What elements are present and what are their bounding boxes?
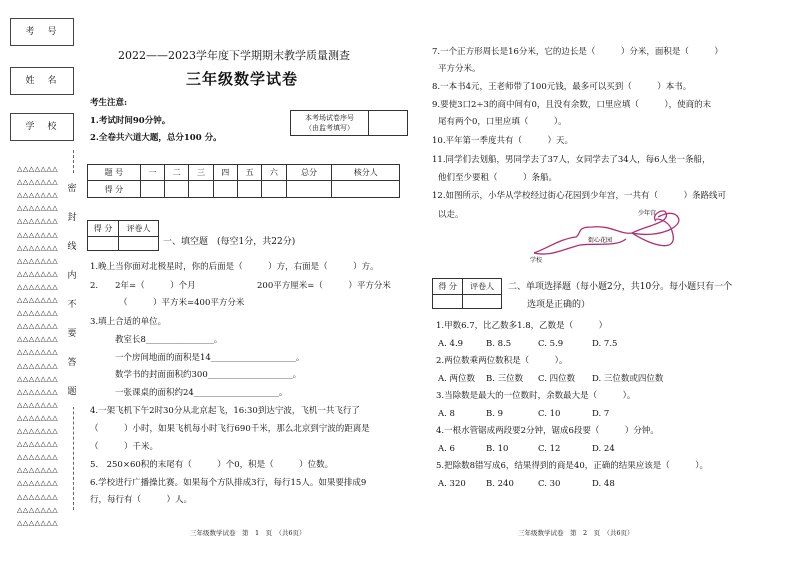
score-cell[interactable]: [262, 181, 286, 198]
triangle-row: △△△△△△△: [17, 243, 59, 252]
triangle-row: △△△△△△△: [17, 204, 59, 213]
mc-option[interactable]: C. 四位数: [538, 374, 576, 384]
binding-sidebar: [0, 0, 88, 561]
q6b-text: 行，每行有（ ）人。: [90, 495, 193, 505]
seal-char: 线: [66, 233, 78, 262]
seal-char: 封: [66, 204, 78, 233]
score-cell[interactable]: [189, 181, 213, 198]
q3-item-3: 数学书的封面面积约300____________________。: [115, 370, 302, 380]
triangle-row: △△△△△△△: [17, 269, 59, 278]
q7b-text: 平方分米。: [438, 64, 481, 74]
score-row-label: 得 分: [88, 181, 141, 198]
score-header-cell: 二: [165, 165, 189, 181]
q2b-text: 200平方厘米=（ ）平方分米: [257, 281, 391, 291]
score-header-cell: 三: [189, 165, 213, 181]
school-label: 学 校: [25, 122, 59, 132]
triangle-row: △△△△△△△: [17, 479, 59, 488]
q3-item-2: 一个房间地面的面积是14____________________。: [115, 353, 305, 363]
exam-number-label: 考 号: [25, 27, 59, 37]
exam-title: 2022——2023学年度下学期期末教学质量测查: [118, 49, 350, 62]
q7a-text: 7.一个正方形周长是16分米，它的边长是（ ）分米，面积是（ ）: [432, 47, 723, 57]
score-header-cell: 一: [140, 165, 164, 181]
score-cell[interactable]: [165, 181, 189, 198]
triangle-row: △△△△△△△: [17, 335, 59, 344]
q4c-text: （ ）千米。: [90, 442, 159, 452]
seal-char: 要: [66, 320, 78, 349]
mc-question: 2.两位数乘两位数积是（ ）。: [436, 356, 568, 366]
q9b-text: 尾有两个0，口里应填（ ）。: [438, 117, 567, 127]
route-map: [520, 205, 700, 267]
grader-box-2: [432, 278, 502, 309]
triangle-row: △△△△△△△: [17, 165, 59, 173]
mc-question: 3.当除数是最大的一位数时，余数最大是（ ）。: [436, 391, 636, 401]
triangle-row: △△△△△△△: [17, 453, 59, 462]
mc-question: 1.甲数6.7，比乙数多1.8，乙数是（ ）: [436, 321, 608, 331]
grader-score-label: 得 分: [88, 221, 119, 237]
triangle-row: △△△△△△△: [17, 505, 59, 514]
route-line-1: [534, 227, 632, 253]
mc-option[interactable]: A. 6: [438, 444, 455, 454]
map-label-school: 学校: [530, 257, 543, 264]
mc-option[interactable]: C. 30: [538, 479, 561, 489]
triangle-row: △△△△△△△: [17, 217, 59, 226]
q8-text: 8.一本书4元，王老师带了100元钱，最多可以买到（ ）本书。: [432, 82, 692, 92]
seal-char: 内: [66, 262, 78, 291]
grader-box-1: [87, 220, 159, 251]
footer-right: 三年级数学试卷 第 2 页 （共6页）: [518, 529, 634, 537]
triangle-row: △△△△△△△: [17, 309, 59, 318]
school-field[interactable]: [10, 113, 74, 141]
mc-option[interactable]: B. 10: [486, 444, 509, 454]
notice-heading: 考生注意:: [90, 98, 128, 108]
exam-number-field[interactable]: [10, 18, 74, 46]
grader-label: 评卷人: [119, 221, 159, 237]
seal-char: 密: [66, 175, 78, 204]
triangle-row: △△△△△△△: [17, 282, 59, 291]
q12a-text: 12.如图所示，小华从学校经过街心花园到少年宫，一共有（ ）条路线可: [432, 191, 727, 201]
q2a-text: 2. 2年=（ ）个月: [90, 281, 196, 291]
score-cell[interactable]: [213, 181, 237, 198]
mc-question: 4.一根水管锯成两段要2分钟，锯成6段要（ ）分钟。: [436, 426, 659, 436]
mc-option[interactable]: D. 24: [592, 444, 615, 454]
triangle-row: △△△△△△△: [17, 387, 59, 396]
grader-score-cell[interactable]: [88, 237, 119, 251]
mc-option[interactable]: A. 8: [438, 409, 455, 419]
q4b-text: （ ）小时，如果飞机每小时飞行690千米，那么北京到宁波的距离是: [90, 424, 370, 434]
q11b-text: 他们至少要租（ ）条船。: [438, 173, 558, 183]
seal-char: 答: [66, 349, 78, 378]
mc-option[interactable]: C. 10: [538, 409, 561, 419]
triangle-row: △△△△△△△: [17, 230, 59, 239]
grader-score-cell[interactable]: [433, 295, 463, 309]
score-header-cell: 总分: [286, 165, 332, 181]
triangle-row: △△△△△△△: [17, 296, 59, 304]
q3-item-4: 一张课桌的面积约24____________________。: [115, 388, 288, 398]
triangle-row: △△△△△△△: [17, 413, 59, 422]
triangle-row: △△△△△△△: [17, 256, 59, 265]
seal-char: 不: [66, 291, 78, 320]
triangle-row: △△△△△△△: [17, 361, 59, 370]
grader-name-cell[interactable]: [463, 295, 502, 309]
triangle-row: △△△△△△△: [17, 492, 59, 501]
q2c-text: （ ）平方米=400平方分米: [119, 298, 245, 308]
score-cell[interactable]: [332, 181, 400, 198]
mc-option[interactable]: D. 三位数或四位数: [592, 374, 664, 384]
mc-question: 5.把除数8错写成6，结果得到的商是40，正确的结果应该是（ ）。: [436, 461, 708, 471]
map-label-palace: 少年宫: [638, 210, 657, 217]
seal-char: 题: [66, 378, 78, 407]
score-header-cell: 核分人: [332, 165, 400, 181]
triangle-row: △△△△△△△: [17, 322, 59, 331]
q4a-text: 4.一架飞机下午2时30分从北京起飞，16:30到达宁波，飞机一共飞行了: [90, 406, 360, 416]
score-header-cell: 六: [262, 165, 286, 181]
name-label: 姓 名: [25, 76, 59, 86]
mc-option[interactable]: C. 12: [538, 444, 561, 454]
footer-left: 三年级数学试卷 第 1 页 （共6页）: [190, 529, 306, 537]
grader-name-cell[interactable]: [119, 237, 159, 251]
mc-option[interactable]: A. 两位数: [438, 374, 476, 384]
serial-box-label: 本考场试卷序号 （由监考填写）: [291, 111, 369, 135]
triangle-row: △△△△△△△: [17, 518, 59, 527]
score-header-cell: 五: [237, 165, 261, 181]
grader-label: 评卷人: [463, 279, 502, 295]
score-table: [87, 164, 400, 198]
mc-option[interactable]: B. 240: [486, 479, 514, 489]
mc-option[interactable]: D. 48: [592, 479, 615, 489]
mc-option[interactable]: D. 7.5: [592, 339, 618, 349]
mc-option[interactable]: C. 5.9: [538, 339, 564, 349]
seal-line-text: [66, 175, 78, 407]
q9a-text: 9.要使3口2÷3的商中间有0，且没有余数，口里应填（ ），使商的末: [432, 100, 712, 110]
triangle-row: △△△△△△△: [17, 427, 59, 435]
score-cell[interactable]: [286, 181, 332, 198]
section1-title: 一、填空题 (每空1分，共22分): [163, 237, 296, 247]
mc-option[interactable]: D. 7: [592, 409, 610, 419]
q5-text: 5. 250×60积的末尾有（ ）个0，积是（ ）位数。: [90, 460, 334, 470]
q3-item-1: 教室长8________________。: [115, 335, 223, 345]
route-line-4: [632, 219, 673, 246]
map-label-garden: 街心花园: [588, 237, 613, 244]
triangle-row: △△△△△△△: [17, 191, 59, 200]
triangle-row: △△△△△△△: [17, 400, 59, 409]
serial-box: [290, 110, 408, 136]
exam-subtitle: 三年级数学试卷: [186, 70, 299, 88]
triangle-row: △△△△△△△: [17, 466, 59, 475]
triangle-row: △△△△△△△: [17, 440, 59, 449]
score-header-cell: 四: [213, 165, 237, 181]
notice-item-2: 2.全卷共六道大题，总分100 分。: [90, 133, 222, 143]
q3-text: 3.填上合适的单位。: [90, 317, 167, 327]
name-field[interactable]: [10, 67, 74, 95]
mc-option[interactable]: B. 8.5: [486, 339, 512, 349]
section2-title: 二、单项选择题（每小题2分，共10分。每小题只有一个: [508, 282, 733, 292]
q11a-text: 11.同学们去划船，男同学去了37人，女同学去了34人，每6人坐一条船，: [432, 155, 711, 165]
q10-text: 10.平年第一季度共有（ ）天。: [432, 136, 574, 146]
score-header-cell: 题 号: [88, 165, 141, 181]
mc-option[interactable]: B. 9: [486, 409, 504, 419]
triangle-row: △△△△△△△: [17, 178, 59, 187]
triangle-row: △△△△△△△: [17, 348, 59, 357]
serial-box-input[interactable]: [370, 111, 406, 135]
triangle-row: △△△△△△△: [17, 374, 59, 383]
notice-item-1: 1.考试时间90分钟。: [90, 116, 171, 126]
score-cell[interactable]: [140, 181, 164, 198]
score-cell[interactable]: [237, 181, 261, 198]
section2-title-cont: 选项是正确的）: [527, 300, 591, 310]
mc-option[interactable]: A. 320: [438, 479, 466, 489]
q12b-text: 以走。: [438, 210, 464, 220]
q1-text: 1.晚上当你面对北极星时，你的后面是（ ）方，右面是（ ）方。: [90, 262, 379, 272]
grader-score-label: 得 分: [433, 279, 463, 295]
mc-option[interactable]: B. 三位数: [486, 374, 524, 384]
q6a-text: 6.学校进行广播操比赛。如果每个方队排成3行，每行15人。如果要排成9: [90, 478, 367, 488]
mc-option[interactable]: A. 4.9: [438, 339, 464, 349]
